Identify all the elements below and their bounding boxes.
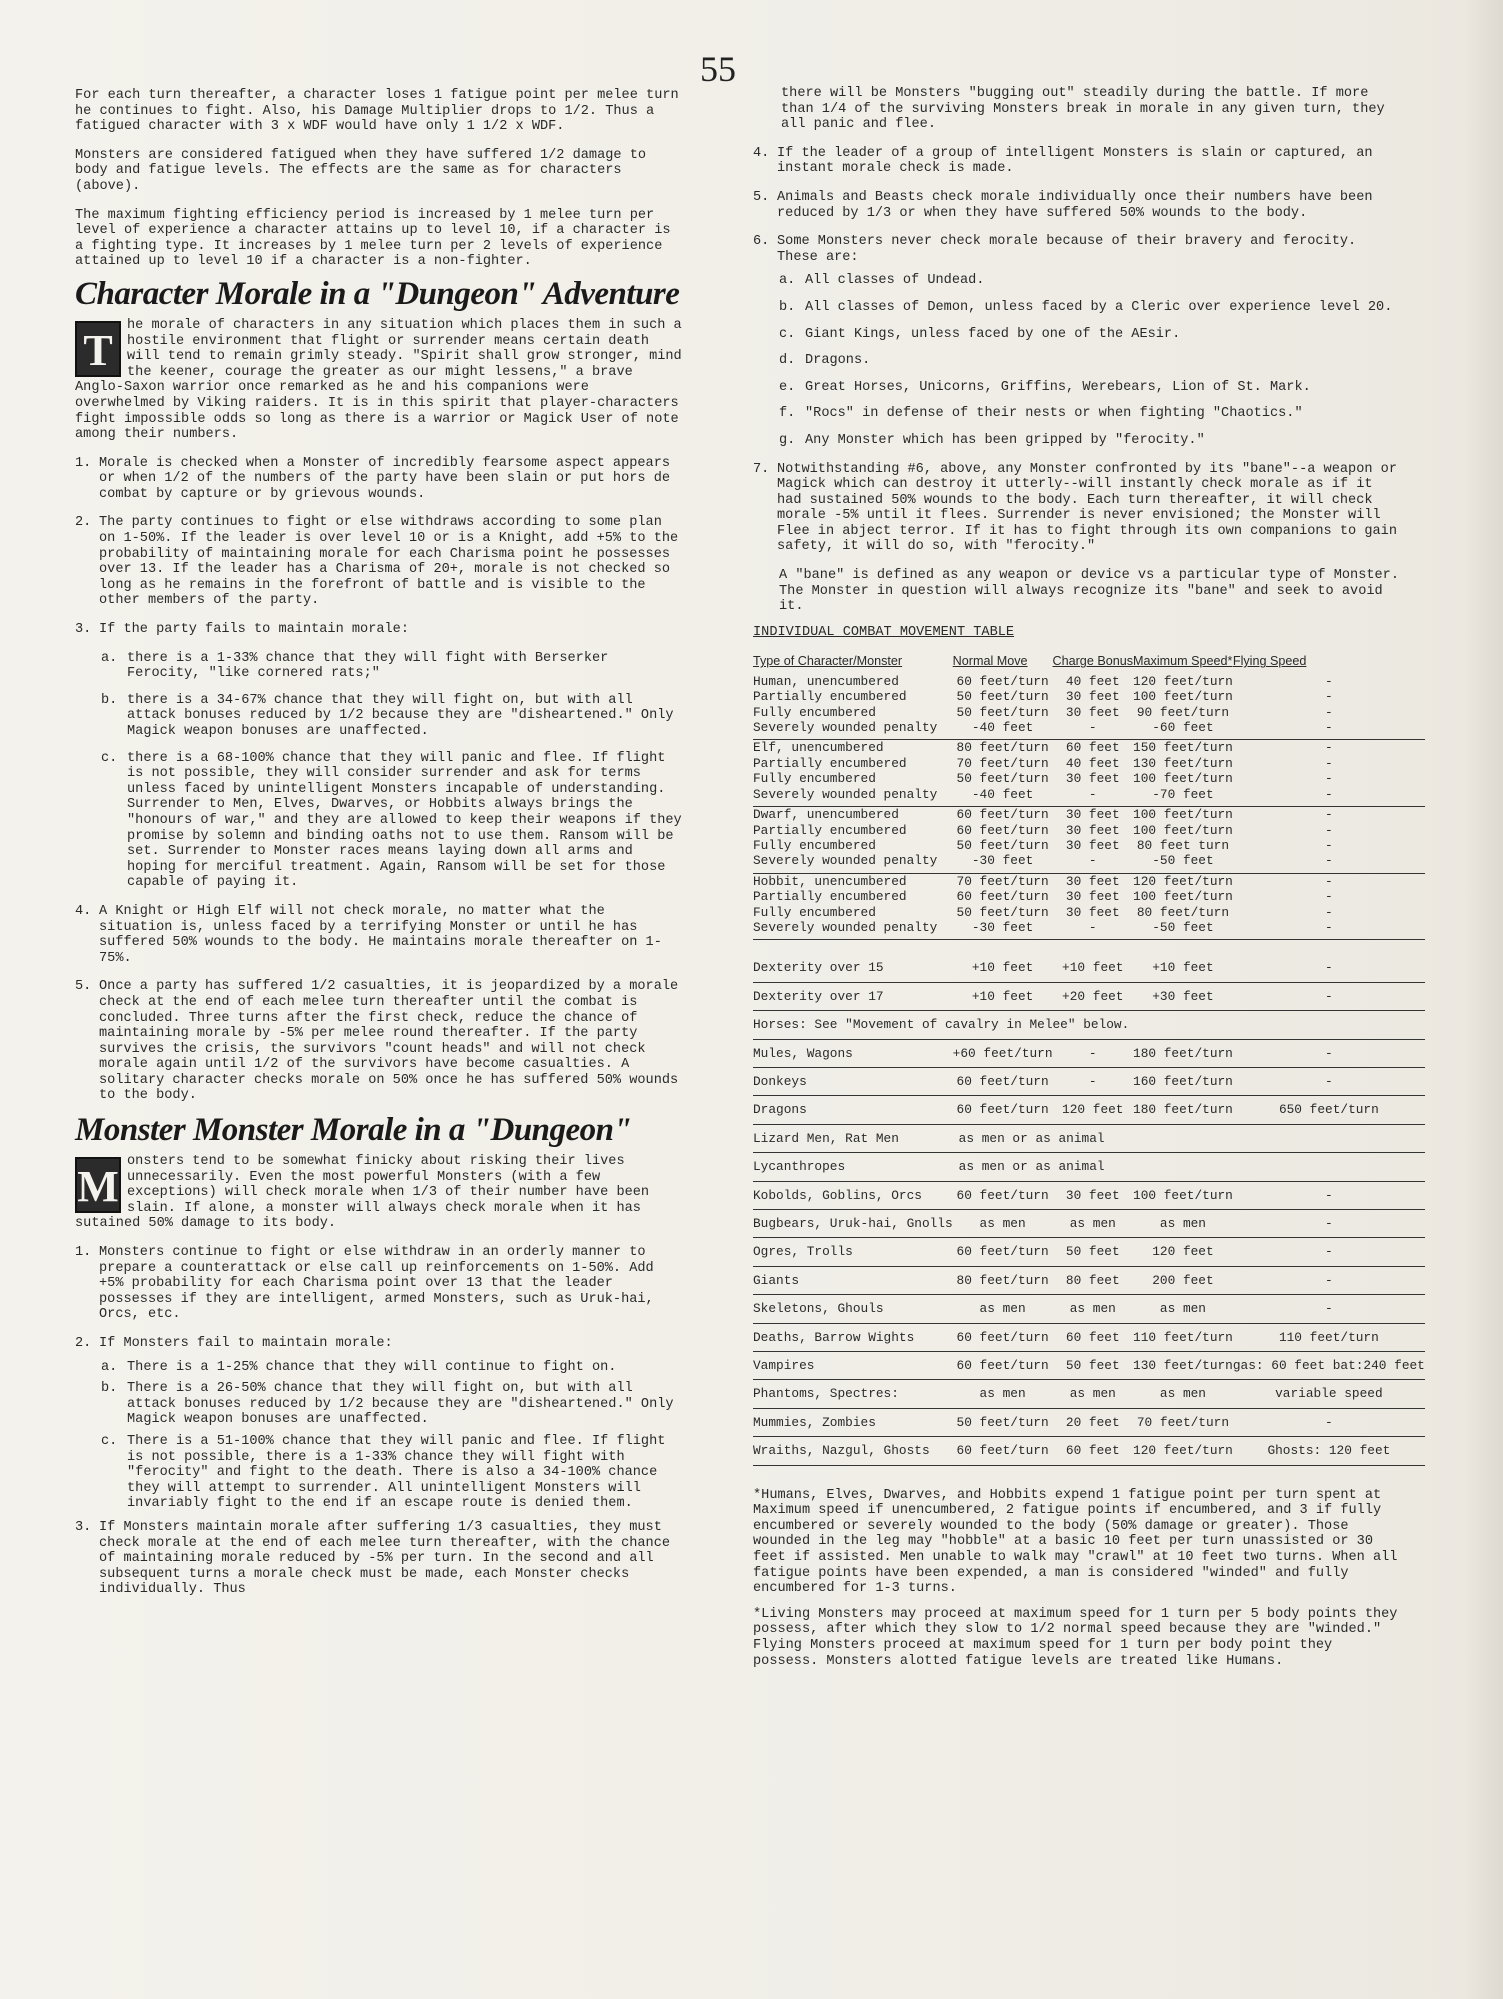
table-cell: Dragons — [753, 1096, 953, 1124]
sub-item-text: there is a 34-67% chance that they will fight on, but with all attack bonuses reduced by 1/2 because they are "disheartened." Only Magick weapon bonuses are unaffected. — [127, 692, 674, 739]
table-cell: -60 feet — [1133, 720, 1233, 740]
table-cell: 130 feet/turn — [1133, 755, 1233, 771]
sub-item-text: Any Monster which has been gripped by "ferocity." — [805, 432, 1205, 448]
table-cell: Partially encumbered — [753, 755, 907, 771]
column-header: Type of Character/Monster — [753, 654, 903, 669]
sub-item-letter: e. — [779, 379, 796, 395]
table-cell: as men — [1053, 1380, 1134, 1408]
table-cell: 60 feet — [1065, 740, 1120, 756]
table-cell: gas: 60 feet bat:240 feet — [1233, 1352, 1425, 1380]
table-cell: as men or as animal — [953, 1124, 1425, 1152]
table-cell: Mules, Wagons — [753, 1039, 953, 1067]
table-cell: 60 feet/turn — [956, 673, 1049, 689]
table-cell: 150 feet/turn — [1133, 740, 1233, 756]
sub-item — [101, 1360, 685, 1376]
column-header: Normal Move — [952, 654, 1028, 669]
item-text: The party continues to fight or else withdraws according to some plan on 1-50%. If the leader is over level 10 or is a Knight, add +5% to the probability of maintaining morale for each Charisma point he possesses over 13. If the leader has a Charisma of 20+, morale is not checked so long as he remains in the forefront of battle and is visible to the other members of the party. — [99, 515, 679, 609]
list-item — [75, 456, 685, 503]
table-cell: Ghosts: 120 feet — [1233, 1437, 1425, 1465]
table-cell: 50 feet/turn — [956, 904, 1049, 920]
table-cell: - — [1233, 1266, 1425, 1294]
table-cell: as men — [1053, 1210, 1134, 1238]
footnote: *Living Monsters may proceed at maximum speed for 1 turn per 5 body points they possess, after which they slow to 1/2 normal speed because they are "winded." Flying Monsters proceed at maximum speed for 1 turn per body point they possess. Monsters alotted fatigue levels are treated like Humans. — [753, 1606, 1398, 1669]
table-cell: - — [1053, 920, 1134, 940]
table-row — [753, 905, 1425, 920]
table-cell: 120 feet — [1053, 1096, 1134, 1124]
sub-item-letter: b. — [101, 1381, 118, 1397]
table-row — [753, 1238, 1425, 1266]
sub-item-letter: b. — [779, 299, 796, 315]
table-row — [753, 920, 1425, 940]
table-cell: 80 feet turn — [1136, 837, 1230, 853]
table-cell: 60 feet/turn — [956, 889, 1049, 905]
table-cell: 60 feet/turn — [953, 1096, 1053, 1124]
table-cell: - — [1233, 1181, 1425, 1209]
table-spacer — [753, 940, 1425, 955]
table-row — [753, 1380, 1425, 1408]
item-text: Some Monsters never check morale because of their bravery and ferocity. These are: — [777, 234, 1357, 265]
table-row — [753, 720, 1425, 740]
table-cell: 100 feet/turn — [1133, 807, 1233, 823]
table-cell: -30 feet — [953, 853, 1053, 873]
table-cell: - — [1233, 1210, 1425, 1238]
table-cell: +60 feet/turn — [953, 1039, 1053, 1067]
table-cell: as men — [1133, 1210, 1233, 1238]
sub-item-text: There is a 26-50% chance that they will fight on, but with all attack bonuses reduced by 1/2 because they are "disheartened." Only Magick weapon bonuses are unaffected. — [127, 1381, 674, 1428]
table-cell: Severely wounded penalty — [753, 720, 953, 740]
table-header-row — [753, 654, 1425, 673]
table-cell: 80 feet/turn — [953, 1266, 1053, 1294]
table-cell: -50 feet — [1133, 920, 1233, 940]
table-title: INDIVIDUAL COMBAT MOVEMENT TABLE — [753, 624, 1015, 640]
table-cell: - — [1053, 1067, 1134, 1095]
table-cell: -40 feet — [953, 787, 1053, 807]
item-number: 6. — [753, 234, 770, 250]
table-cell: 100 feet/turn — [1133, 822, 1233, 838]
table-cell: as men — [953, 1210, 1053, 1238]
page-edge-shadow — [1463, 0, 1503, 1999]
table-row — [753, 740, 1425, 756]
sub-item-text: All classes of Undead. — [805, 273, 985, 289]
table-cell: +10 feet — [1053, 954, 1134, 982]
table-cell: 180 feet/turn — [1133, 1096, 1233, 1124]
table-cell: Dexterity over 15 — [753, 954, 953, 982]
table-cell: as men — [1133, 1295, 1233, 1323]
sub-item — [779, 380, 1403, 396]
item-text: If the leader of a group of intelligent Monsters is slain or captured, an instant morale check is made. — [777, 145, 1373, 177]
table-cell: 50 feet/turn — [956, 689, 1049, 705]
table-cell: 130 feet/turn — [1133, 1352, 1233, 1380]
table-cell: -40 feet — [953, 720, 1053, 740]
table-cell: Deaths, Barrow Wights — [753, 1323, 953, 1351]
table-cell: - — [1325, 837, 1333, 853]
table-row — [753, 873, 1425, 889]
table-row — [753, 1408, 1425, 1436]
table-row — [753, 954, 1425, 982]
item-text: If Monsters maintain morale after suffering 1/3 casualties, they must check morale at the end of each melee turn thereafter, with the chance of maintaining morale reduced by -5% per turn. In the second and all subsequent turns a morale check must be made, each Monster checks individually. Thus — [99, 1519, 671, 1598]
table-cell: 60 feet/turn — [953, 1181, 1053, 1209]
sub-item — [779, 353, 1403, 369]
sub-item-letter: a. — [101, 650, 118, 666]
table-cell: Hobbit, unencumbered — [753, 873, 907, 889]
table-cell: 80 feet/turn — [1136, 904, 1230, 920]
sub-item-text: "Rocs" in defense of their nests or when fighting "Chaotics." — [805, 406, 1303, 422]
right-column — [753, 86, 1425, 1679]
table-cell: variable speed — [1233, 1380, 1425, 1408]
table-row — [753, 1266, 1425, 1294]
list-item — [75, 904, 685, 966]
table-cell: - — [1325, 822, 1333, 838]
list-item — [75, 515, 685, 609]
sub-item-letter: c. — [101, 1433, 118, 1449]
sub-item — [779, 433, 1403, 449]
movement-table — [753, 654, 1425, 1465]
table-cell: 50 feet/turn — [953, 1408, 1053, 1436]
table-cell: Human, unencumbered — [753, 673, 899, 689]
table-cell: 40 feet — [1065, 673, 1120, 689]
table-cell: - — [1325, 904, 1333, 920]
table-cell: Horses: See "Movement of cavalry in Melee" below. — [753, 1011, 1425, 1039]
table-cell: - — [1053, 720, 1134, 740]
table-cell: 60 feet/turn — [953, 1067, 1053, 1095]
left-column — [75, 88, 685, 1611]
sub-item — [779, 406, 1403, 422]
table-cell: Partially encumbered — [753, 689, 907, 705]
table-row — [753, 689, 1425, 704]
item-text: A Knight or High Elf will not check morale, no matter what the situation is, unless faced by a terrifying Monster or until he has suffered 50% wounds to the body. He maintains morale thereafter on 1-75%. — [99, 903, 662, 966]
sub-item-text: Giant Kings, unless faced by one of the AEsir. — [805, 326, 1181, 342]
table-row — [753, 1437, 1425, 1465]
table-row — [753, 1352, 1425, 1380]
sub-item-text: Great Horses, Unicorns, Griffins, Werebears, Lion of St. Mark. — [805, 379, 1311, 395]
table-cell: 60 feet/turn — [953, 1437, 1053, 1465]
table-cell: - — [1325, 673, 1333, 689]
list-item — [75, 622, 685, 638]
table-cell: 70 feet/turn — [956, 755, 1049, 771]
table-row — [753, 1323, 1425, 1351]
item-number: 4. — [753, 145, 770, 161]
table-row — [753, 1096, 1425, 1124]
table-row — [753, 1124, 1425, 1152]
table-cell: 100 feet/turn — [1133, 689, 1233, 705]
table-cell: Fully encumbered — [753, 837, 876, 853]
paragraph: A "bane" is defined as any weapon or device vs a particular type of Monster. The Monster in question will always recognize its "bane" and seek to avoid it. — [779, 568, 1399, 615]
table-cell: 200 feet — [1133, 1266, 1233, 1294]
table-cell: 120 feet/turn — [1133, 873, 1233, 889]
page-number: 55 — [700, 49, 736, 89]
table-row — [753, 823, 1425, 838]
list-item — [75, 979, 685, 1104]
list-item — [75, 1336, 685, 1352]
table-cell: - — [1233, 920, 1425, 940]
table-row — [753, 1011, 1425, 1039]
table-cell: Bugbears, Uruk-hai, Gnolls — [753, 1210, 953, 1238]
list-item — [753, 462, 1403, 556]
table-cell: 110 feet/turn — [1233, 1323, 1425, 1351]
sub-item-text: there is a 68-100% chance that they will panic and flee. If flight is not possible, they will consider surrender and ask for terms unless faced by unintelligent Monsters incapable of understanding. Surrender to Men, Elves, Dwarves, or Hobbits always brings the "honours of war," and they are allowed to keep their weapons if they promise by solemn and binding oaths not to use them. Ransom will be set. Surrender to Monster races means laying down all arms and hoping for merciful treatment. Again, Ransom will be set for those capable of paying it. — [127, 750, 682, 891]
table-cell: 30 feet — [1065, 771, 1120, 787]
table-cell: - — [1233, 1039, 1425, 1067]
table-cell: Kobolds, Goblins, Orcs — [753, 1181, 953, 1209]
table-cell: 100 feet/turn — [1133, 771, 1233, 787]
table-cell: as men or as animal — [953, 1153, 1425, 1181]
table-cell: - — [1325, 873, 1333, 889]
column-header: Maximum Speed* — [1133, 654, 1233, 669]
table-cell: - — [1233, 1067, 1425, 1095]
table-cell: Fully encumbered — [753, 771, 876, 787]
column-header: Charge Bonus — [1052, 654, 1134, 669]
table-cell: 60 feet/turn — [956, 822, 1049, 838]
sub-item — [101, 1434, 685, 1512]
table-cell: Skeletons, Ghouls — [753, 1295, 953, 1323]
drop-cap-paragraph — [75, 318, 685, 443]
table-row — [753, 756, 1425, 771]
sub-item-letter: a. — [101, 1359, 118, 1375]
table-cell: Ogres, Trolls — [753, 1238, 953, 1266]
list-item — [753, 234, 1403, 265]
table-cell: 40 feet — [1065, 755, 1120, 771]
table-cell: - — [1325, 889, 1333, 905]
table-cell: Giants — [753, 1266, 953, 1294]
table-cell: - — [1233, 982, 1425, 1010]
table-cell: - — [1053, 787, 1134, 807]
table-cell: 80 feet — [1053, 1266, 1134, 1294]
item-text: Monsters continue to fight or else withdraw in an orderly manner to prepare a counterattack or else call up reinforcements on 1-50%. Add +5% probability for each Charisma point over 13 that the leader possesses if they are intelligent, armed Monsters, such as Uruk-hai, Orcs, etc. — [99, 1245, 654, 1323]
paragraph: Monsters are considered fatigued when they have suffered 1/2 damage to body and fatigue levels. The effects are the same as for characters (above). — [75, 147, 647, 194]
table-cell: Mummies, Zombies — [753, 1408, 953, 1436]
table-cell: Partially encumbered — [753, 889, 907, 905]
table-cell: - — [1325, 807, 1333, 823]
table-cell: 60 feet — [1053, 1437, 1134, 1465]
item-number: 2. — [75, 515, 92, 531]
sub-item — [101, 693, 685, 740]
sub-item — [101, 1381, 685, 1428]
table-cell: 110 feet/turn — [1133, 1323, 1233, 1351]
table-row — [753, 807, 1425, 823]
table-cell: Dwarf, unencumbered — [753, 807, 899, 823]
item-text: Morale is checked when a Monster of incredibly fearsome aspect appears or when 1/2 of the numbers of the party have been slain or put hors de combat by capture or by grievous wounds. — [99, 455, 671, 502]
table-cell: - — [1233, 1295, 1425, 1323]
table-cell: - — [1325, 740, 1333, 756]
table-cell: 30 feet — [1065, 704, 1120, 720]
item-number: 5. — [753, 189, 770, 205]
table-cell: 70 feet/turn — [956, 873, 1049, 889]
table-cell: Lizard Men, Rat Men — [753, 1124, 953, 1152]
table-cell: Lycanthropes — [753, 1153, 953, 1181]
table-cell: Severely wounded penalty — [753, 920, 953, 940]
item-number: 1. — [75, 1245, 92, 1261]
table-cell: 30 feet — [1053, 1181, 1134, 1209]
table-cell: Donkeys — [753, 1067, 953, 1095]
sub-item-letter: c. — [101, 750, 118, 766]
table-cell: 30 feet — [1065, 873, 1120, 889]
table-cell: Partially encumbered — [753, 822, 907, 838]
table-cell: Phantoms, Spectres: — [753, 1380, 953, 1408]
drop-cap: T — [75, 321, 121, 377]
table-cell: 60 feet/turn — [953, 1238, 1053, 1266]
table-cell: 30 feet — [1065, 807, 1120, 823]
item-number: 3. — [75, 1519, 92, 1535]
table-cell: 90 feet/turn — [1136, 704, 1230, 720]
table-cell: - — [1233, 853, 1425, 873]
table-cell: 60 feet/turn — [953, 1323, 1053, 1351]
table-cell: Severely wounded penalty — [753, 853, 953, 873]
drop-cap-paragraph — [75, 1154, 685, 1232]
table-cell: 180 feet/turn — [1133, 1039, 1233, 1067]
table-cell: Dexterity over 17 — [753, 982, 953, 1010]
table-cell: Fully encumbered — [753, 704, 876, 720]
list-item — [753, 190, 1403, 221]
table-row — [753, 771, 1425, 786]
item-text: Notwithstanding #6, above, any Monster confronted by its "bane"--a weapon or Magick which can destroy it utterly--will instantly check morale as if it had sustained 50% wounds to the body. Each turn thereafter, it will check morale -5% until it flees. Surrender is never envisioned; the Monster will Flee in abject terror. If it has to fight through its own companions to gain safety, it will do so, with "ferocity." — [777, 461, 1397, 555]
sub-item — [779, 327, 1403, 343]
table-cell: 30 feet — [1065, 904, 1120, 920]
table-cell: +10 feet — [953, 954, 1053, 982]
table-row — [753, 889, 1425, 904]
item-text: Once a party has suffered 1/2 casualties, it is jeopardized by a morale check at the end of each melee turn thereafter until the combat is concluded. Three turns after the first check, reduce the chance of maintaining morale by -5% per melee round thereafter. If the party survives the crisis, the survivors "count heads" and will not check morale again until 1/2 of the survivors have become casualties. A solitary character checks morale on 50% once he has suffered 50% wounds to the body. — [99, 979, 679, 1104]
table-cell: 30 feet — [1065, 837, 1120, 853]
table-cell: +30 feet — [1133, 982, 1233, 1010]
table-cell: 50 feet/turn — [956, 771, 1049, 787]
table-cell: Vampires — [753, 1352, 953, 1380]
table-row — [753, 1153, 1425, 1181]
table-cell: 100 feet/turn — [1133, 1181, 1233, 1209]
table-row — [753, 1210, 1425, 1238]
table-cell: +20 feet — [1053, 982, 1134, 1010]
table-cell: - — [1325, 755, 1333, 771]
table-cell: - — [1233, 1408, 1425, 1436]
paragraph: there will be Monsters "bugging out" steadily during the battle. If more than 1/4 of the surviving Monsters break in morale in any given turn, they all panic and flee. — [781, 86, 1385, 133]
sub-item — [101, 651, 685, 682]
table-cell: -70 feet — [1133, 787, 1233, 807]
table-cell: - — [1325, 689, 1333, 705]
table-cell: 60 feet — [1053, 1323, 1134, 1351]
item-number: 7. — [753, 461, 770, 477]
table-cell: - — [1053, 853, 1134, 873]
sub-item — [101, 751, 685, 891]
table-row — [753, 1067, 1425, 1095]
paragraph: The maximum fighting efficiency period is increased by 1 melee turn per level of experience a character attains up to level 10, if a character is a fighting type. It increases by 1 melee turn per 2 levels of experience attained up to level 10 if a character is a non-fighter. — [75, 207, 671, 270]
sub-item-letter: b. — [101, 692, 118, 708]
list-item — [753, 146, 1403, 177]
list-item — [75, 1245, 685, 1323]
sub-item-text: there is a 1-33% chance that they will fight with Berserker Ferocity, "like cornered rats;" — [127, 650, 609, 682]
table-cell: - — [1053, 1039, 1134, 1067]
section-heading-monster-morale: Monster Monster Morale in a "Dungeon" — [75, 1112, 632, 1149]
table-cell: 50 feet/turn — [956, 837, 1049, 853]
table-cell: 650 feet/turn — [1233, 1096, 1425, 1124]
table-row — [753, 838, 1425, 853]
table-cell: 30 feet — [1065, 889, 1120, 905]
item-number: 1. — [75, 455, 92, 471]
sub-item-text: There is a 51-100% chance that they will panic and flee. If flight is not possible, there is a 1-33% chance they will fight with "ferocity" and fight to the death. There is also a 34-100% chance they will attempt to surrender. All unintelligent Monsters will invariably fight to the end if an escape route is denied them. — [127, 1433, 666, 1512]
sub-item-text: All classes of Demon, unless faced by a Cleric over experience level 20. — [805, 299, 1393, 315]
table-cell: - — [1233, 1238, 1425, 1266]
sub-item-letter: g. — [779, 432, 796, 448]
table-cell: - — [1325, 704, 1333, 720]
sub-item-letter: d. — [779, 353, 796, 369]
table-row — [753, 982, 1425, 1010]
table-cell: 70 feet/turn — [1133, 1408, 1233, 1436]
table-cell: -30 feet — [953, 920, 1053, 940]
table-cell: as men — [953, 1295, 1053, 1323]
sub-item-text: There is a 1-25% chance that they will continue to fight on. — [127, 1359, 617, 1375]
table-cell: as men — [1133, 1380, 1233, 1408]
table-cell: 30 feet — [1065, 822, 1120, 838]
table-cell: - — [1325, 771, 1333, 787]
table-cell: - — [1233, 954, 1425, 982]
table-row — [753, 853, 1425, 873]
column-header: Flying Speed — [1232, 654, 1307, 669]
table-row — [753, 674, 1425, 689]
item-number: 5. — [75, 979, 92, 995]
item-text: Animals and Beasts check morale individually once their numbers have been reduced by 1/3 or when they have suffered 50% wounds to the body. — [777, 189, 1373, 221]
sub-item-letter: f. — [779, 406, 796, 422]
table-cell: 20 feet — [1053, 1408, 1134, 1436]
table-cell: 80 feet/turn — [956, 740, 1049, 756]
table-cell: +10 feet — [953, 982, 1053, 1010]
paragraph: For each turn thereafter, a character loses 1 fatigue point per melee turn he continues to fight. Also, his Damage Multiplier drops to 1/2. Thus a fatigued character with 3 x WDF would have only 1 1/2 x WDF. — [75, 88, 679, 135]
table-row — [753, 1181, 1425, 1209]
table-cell: 50 feet/turn — [956, 704, 1049, 720]
table-cell: 120 feet/turn — [1133, 673, 1233, 689]
sub-item-text: Dragons. — [805, 353, 871, 369]
table-cell: Fully encumbered — [753, 904, 876, 920]
item-text: If Monsters fail to maintain morale: — [99, 1336, 393, 1351]
table-cell: 60 feet/turn — [956, 807, 1049, 823]
list-item — [75, 1520, 685, 1598]
paragraph: onsters tend to be somewhat finicky about risking their lives unnecessarily. Even the most powerful Monsters (with a few exceptions) will check morale when 1/3 of their number have been slain. If alone, a monster will always check morale when it has sutained 50% damage to its body. — [75, 1154, 650, 1232]
table-cell: 120 feet — [1133, 1238, 1233, 1266]
table-row — [753, 705, 1425, 720]
table-row — [753, 1039, 1425, 1067]
table-cell: Elf, unencumbered — [753, 740, 884, 756]
paragraph: he morale of characters in any situation which places them in such a hostile environment that flight or surrender means certain death will tend to remain grimly steady. "Spirit shall grow stronger, mind the keener, courage the greater as our might lessens," a brave Anglo-Saxon warrior once remarked as he and his companions were overwhelmed by Viking raiders. It is in this spirit that player-characters fight impossible odds so long as there is a warrior or Magick User of note among their numbers. — [75, 317, 682, 443]
sub-item-letter: c. — [779, 326, 796, 342]
table-row — [753, 787, 1425, 807]
footnote: *Humans, Elves, Dwarves, and Hobbits expend 1 fatigue point per turn spent at Maximum speed if unencumbered, 2 fatigue points if encumbered, and 3 if fully encumbered or severely wounded to the body (50% damage or greater). Those wounded in the leg may "hobble" at a basic 10 feet per turn unassisted or 30 feet if assisted. Men unable to walk may "crawl" at 10 feet two turns. When all fatigue points have been expended, a man is considered "winded" and fully encumbered for 1-3 turns. — [753, 1487, 1398, 1597]
sub-item-letter: a. — [779, 273, 796, 289]
sub-item — [779, 300, 1403, 316]
item-number: 3. — [75, 622, 92, 638]
table-cell: - — [1233, 787, 1425, 807]
table-cell: as men — [1053, 1295, 1134, 1323]
table-cell: 120 feet/turn — [1133, 1437, 1233, 1465]
table-cell: 50 feet — [1053, 1352, 1134, 1380]
table-row — [753, 1295, 1425, 1323]
item-number: 2. — [75, 1336, 92, 1351]
item-number: 4. — [75, 903, 92, 919]
table-cell: 160 feet/turn — [1133, 1067, 1233, 1095]
table-cell: - — [1233, 720, 1425, 740]
sub-item — [779, 273, 1403, 289]
table-cell: Wraiths, Nazgul, Ghosts — [753, 1437, 953, 1465]
drop-cap: M — [75, 1157, 121, 1213]
item-text: If the party fails to maintain morale: — [99, 622, 409, 638]
table-cell: as men — [953, 1380, 1053, 1408]
table-cell: 100 feet/turn — [1133, 889, 1233, 905]
table-cell: +10 feet — [1133, 954, 1233, 982]
table-cell: -50 feet — [1133, 853, 1233, 873]
section-heading-character-morale: Character Morale in a "Dungeon" Adventure — [75, 275, 680, 312]
table-cell: 30 feet — [1065, 689, 1120, 705]
table-cell: 50 feet — [1053, 1238, 1134, 1266]
table-cell: 60 feet/turn — [953, 1352, 1053, 1380]
table-cell: Severely wounded penalty — [753, 787, 953, 807]
